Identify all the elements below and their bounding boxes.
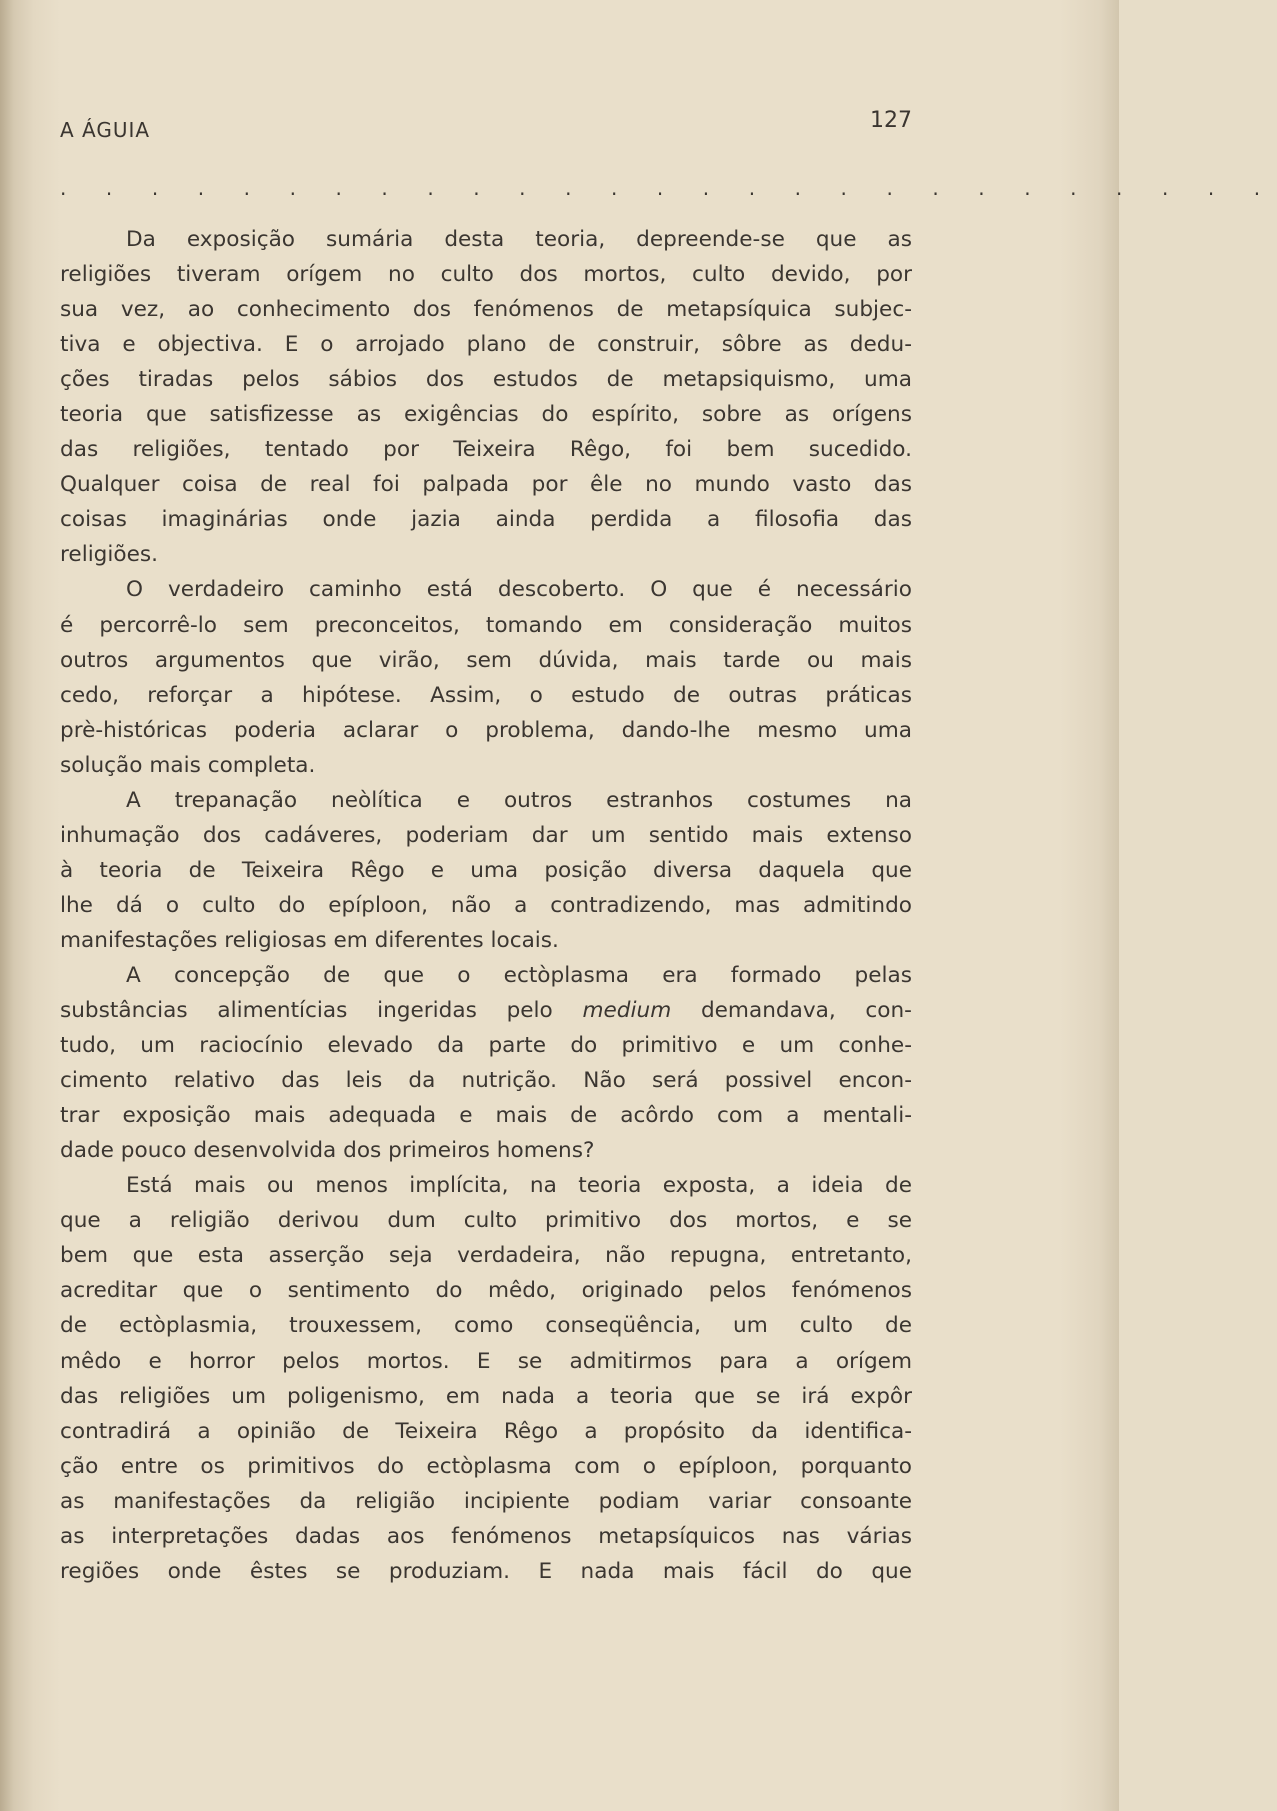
text-line: é percorrê-lo sem preconceitos, tomando em consideração muitos	[60, 612, 912, 638]
text-line: regiões onde êstes se produziam. E nada mais fácil do que	[60, 1558, 912, 1584]
text-line: teoria que satisfizesse as exigências do espírito, sobre as orígens	[60, 402, 912, 428]
body-text	[60, 222, 912, 1589]
text-line: Da exposição sumária desta teoria, depreende-se que as	[126, 227, 912, 252]
text-line: tudo, um raciocínio elevado da parte do primitivo e um conhe-	[60, 1033, 912, 1059]
text-line: dade pouco desenvolvida dos primeiros homens?	[60, 1138, 595, 1164]
text-line: Está mais ou menos implícita, na teoria exposta, a ideia de	[126, 1173, 912, 1199]
text-line: das religiões, tentado por Teixeira Rêgo, foi bem sucedido.	[60, 437, 912, 463]
page-number: 127	[870, 108, 912, 133]
text-fragment: demandava, con-	[671, 998, 912, 1024]
text-line: Qualquer coisa de real foi palpada por êle no mundo vasto das	[60, 472, 912, 498]
text-line: religiões.	[60, 542, 159, 568]
text-line: acreditar que o sentimento do mêdo, originado pelos fenómenos	[60, 1278, 912, 1304]
section-separator: . . . . . . . . . . . . . . . . . . . . . . . . . . .	[60, 176, 1277, 200]
text-line: trar exposição mais adequada e mais de acôrdo com a mentali-	[60, 1103, 912, 1129]
text-fragment: substâncias alimentícias ingeridas pelo	[60, 998, 583, 1024]
text-line: religiões tiveram orígem no culto dos mortos, culto devido, por	[60, 262, 912, 288]
text-line: manifestações religiosas em diferentes locais.	[60, 927, 559, 953]
text-line: inhumação dos cadáveres, poderiam dar um sentido mais extenso	[60, 822, 912, 848]
text-line: ções tiradas pelos sábios dos estudos de metapsiquismo, uma	[60, 367, 912, 393]
text-line: à teoria de Teixeira Rêgo e uma posição diversa daquela que	[60, 857, 912, 883]
text-line: solução mais completa.	[60, 752, 316, 778]
paragraph-1	[60, 222, 912, 572]
text-line: O verdadeiro caminho está descoberto. O que é necessário	[126, 577, 912, 603]
text-line: das religiões um poligenismo, em nada a teoria que se irá expôr	[60, 1383, 912, 1409]
italic-term-medium: medium	[582, 998, 672, 1024]
text-line: sua vez, ao conhecimento dos fenómenos de metapsíquica subjec-	[60, 297, 912, 323]
text-line: prè-históricas poderia aclarar o problema, dando-lhe mesmo uma	[60, 717, 912, 743]
paragraph-2	[60, 572, 912, 782]
paragraph-4	[60, 958, 912, 1168]
text-line: ção entre os primitivos do ectòplasma com o epíploon, porquanto	[60, 1453, 912, 1479]
text-line: mêdo e horror pelos mortos. E se admitirmos para a orígem	[60, 1348, 912, 1374]
text-line: A concepção de que o ectòplasma era formado pelas	[126, 962, 912, 988]
text-line: A trepanação neòlítica e outros estranhos costumes na	[126, 787, 912, 813]
running-title: A ÁGUIA	[60, 118, 151, 142]
text-line: contradirá a opinião de Teixeira Rêgo a propósito da identifica-	[60, 1418, 912, 1444]
text-line: outros argumentos que virão, sem dúvida, mais tarde ou mais	[60, 647, 912, 673]
paragraph-3	[60, 783, 912, 958]
text-line: as manifestações da religião incipiente podiam variar consoante	[60, 1488, 912, 1514]
paragraph-5	[60, 1168, 912, 1589]
text-line	[60, 993, 912, 1028]
text-line: coisas imaginárias onde jazia ainda perdida a filosofia das	[60, 507, 912, 533]
text-line: cedo, reforçar a hipótese. Assim, o estudo de outras práticas	[60, 682, 912, 708]
text-line: as interpretações dadas aos fenómenos metapsíquicos nas várias	[60, 1523, 912, 1549]
page-header	[60, 108, 912, 144]
text-line: bem que esta asserção seja verdadeira, não repugna, entretanto,	[60, 1243, 912, 1269]
text-line: cimento relativo das leis da nutrição. Não será possivel encon-	[60, 1068, 912, 1094]
text-line: de ectòplasmia, trouxessem, como conseqüência, um culto de	[60, 1313, 912, 1339]
text-line: lhe dá o culto do epíploon, não a contradizendo, mas admitindo	[60, 892, 912, 918]
text-line: que a religião derivou dum culto primitivo dos mortos, e se	[60, 1208, 912, 1234]
text-line: tiva e objectiva. E o arrojado plano de construir, sôbre as dedu-	[60, 332, 912, 358]
